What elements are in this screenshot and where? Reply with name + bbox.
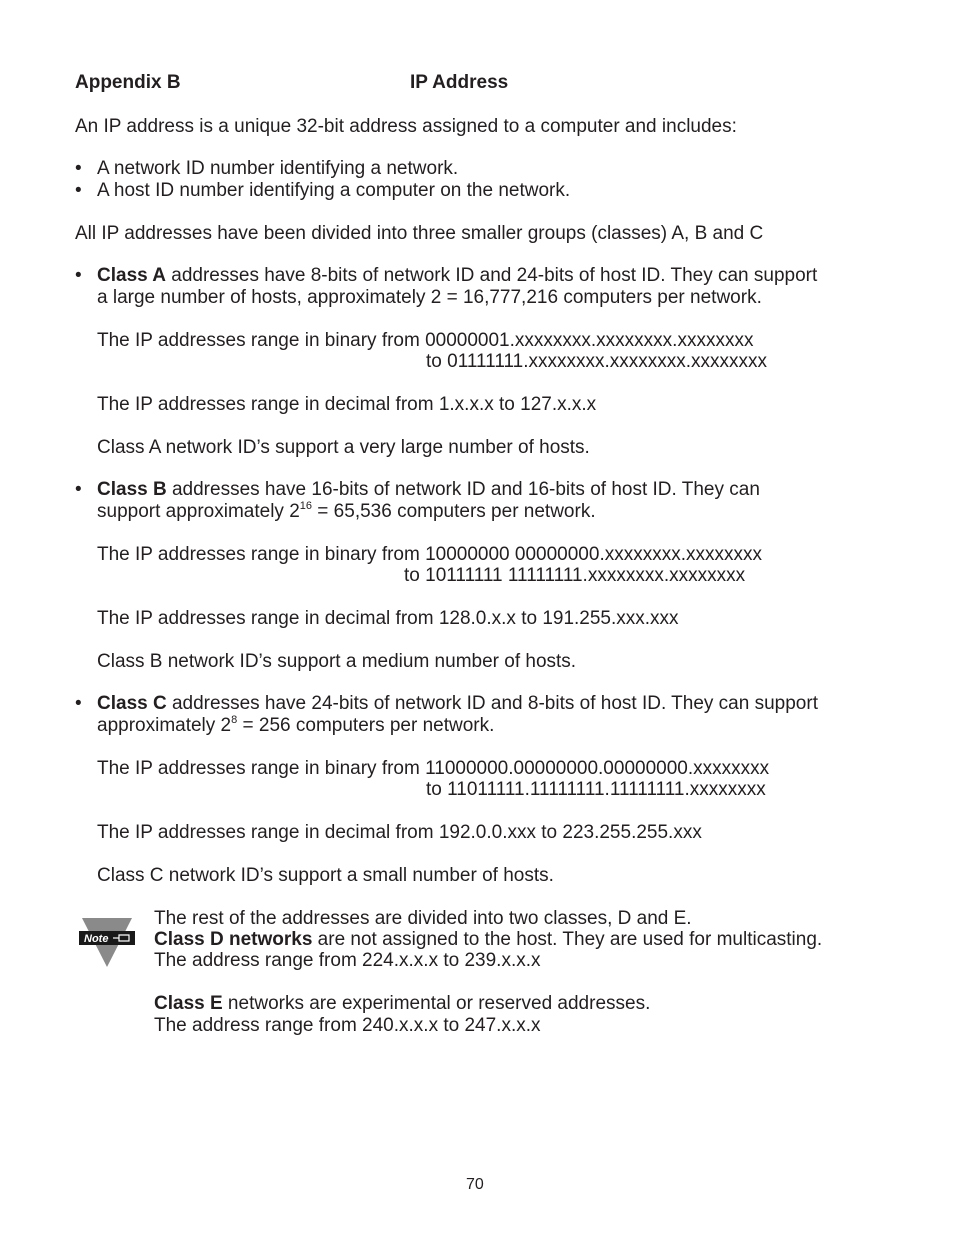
class-c-desc: addresses have 24-bits of network ID and 8-bits of host ID. They can support — [166, 693, 818, 714]
bullet-text: A host ID number identifying a computer on the network. — [97, 180, 571, 201]
class-a-description-line-2: a large number of hosts, approximately 2 = 16,777,216 computers per network. — [97, 287, 762, 308]
note-icon — [79, 916, 135, 968]
class-a-description-line-1 — [97, 265, 817, 287]
page-title: IP Address — [410, 72, 509, 93]
intro-paragraph: An IP address is a unique 32-bit address assigned to a computer and includes: — [75, 116, 737, 137]
appendix-label: Appendix B — [75, 72, 181, 93]
class-b-description-line-1 — [97, 479, 760, 501]
class-c-support: Class C network ID’s support a small number of hosts. — [97, 865, 554, 886]
classes-intro: All IP addresses have been divided into three smaller groups (classes) A, B and C — [75, 223, 764, 244]
class-b-exponent: 16 — [299, 499, 313, 512]
class-a-binary-range-1: The IP addresses range in binary from 00000001.xxxxxxxx.xxxxxxxx.xxxxxxxx — [97, 330, 754, 351]
class-c-description-line-1 — [97, 693, 818, 715]
note-class-d-description — [154, 929, 822, 951]
class-c-desc-2b: = 256 computers per network. — [237, 715, 495, 736]
class-e-desc: networks are experimental or reserved addresses. — [222, 993, 651, 1014]
class-b-decimal-range: The IP addresses range in decimal from 128.0.x.x to 191.255.xxx.xxx — [97, 608, 679, 629]
class-b-description-line-2 — [97, 501, 596, 523]
note-icon-label: Note — [84, 933, 109, 945]
class-a-desc: addresses have 8-bits of network ID and 24-bits of host ID. They can support — [166, 265, 818, 286]
class-c-description-line-2 — [97, 715, 494, 737]
bullet-dot: • — [75, 158, 82, 179]
class-a-binary-range-2: to 01111111.xxxxxxxx.xxxxxxxx.xxxxxxxx — [426, 351, 768, 372]
bullet-host-id — [75, 180, 571, 202]
class-b-binary-range-2: to 10111111 11111111.xxxxxxxx.xxxxxxxx — [404, 565, 746, 586]
class-d-desc: are not assigned to the host. They are used for multicasting. — [312, 929, 823, 950]
class-c-binary-range-1: The IP addresses range in binary from 11000000.00000000.00000000.xxxxxxxx — [97, 758, 770, 779]
bullet-network-id — [75, 158, 459, 180]
bullet-dot: • — [75, 265, 82, 286]
class-a-name: Class A — [97, 265, 166, 286]
note-class-d-range: The address range from 224.x.x.x to 239.x.x.x — [154, 950, 541, 971]
class-b-desc: addresses have 16-bits of network ID and 16-bits of host ID. They can — [166, 479, 760, 500]
class-a-support: Class A network ID’s support a very large number of hosts. — [97, 437, 590, 458]
bullet-dot: • — [75, 180, 82, 201]
note-class-e-range: The address range from 240.x.x.x to 247.x.x.x — [154, 1015, 541, 1036]
page-number: 70 — [466, 1176, 484, 1193]
class-c-exponent: 8 — [231, 713, 238, 726]
class-b-name: Class B — [97, 479, 167, 500]
class-b-support: Class B network ID’s support a medium number of hosts. — [97, 651, 577, 672]
class-a-decimal-range: The IP addresses range in decimal from 1.x.x.x to 127.x.x.x — [97, 394, 597, 415]
class-c-decimal-range: The IP addresses range in decimal from 192.0.0.xxx to 223.255.255.xxx — [97, 822, 702, 843]
class-b-desc-2a: support approximately 2 — [97, 501, 300, 522]
class-b-binary-range-1: The IP addresses range in binary from 10000000 00000000.xxxxxxxx.xxxxxxxx — [97, 544, 762, 565]
class-c-name: Class C — [97, 693, 167, 714]
bullet-dot: • — [75, 693, 82, 714]
class-c-desc-2a: approximately 2 — [97, 715, 232, 736]
class-e-name: Class E — [154, 993, 223, 1014]
class-c-binary-range-2: to 11011111.11111111.11111111.xxxxxxxx — [426, 779, 766, 800]
note-line-1: The rest of the addresses are divided into two classes, D and E. — [154, 908, 692, 929]
bullet-dot: • — [75, 479, 82, 500]
class-b-desc-2b: = 65,536 computers per network. — [312, 501, 596, 522]
class-d-name: Class D networks — [154, 929, 313, 950]
note-class-e-description — [154, 993, 650, 1015]
bullet-text: A network ID number identifying a network. — [97, 158, 459, 179]
